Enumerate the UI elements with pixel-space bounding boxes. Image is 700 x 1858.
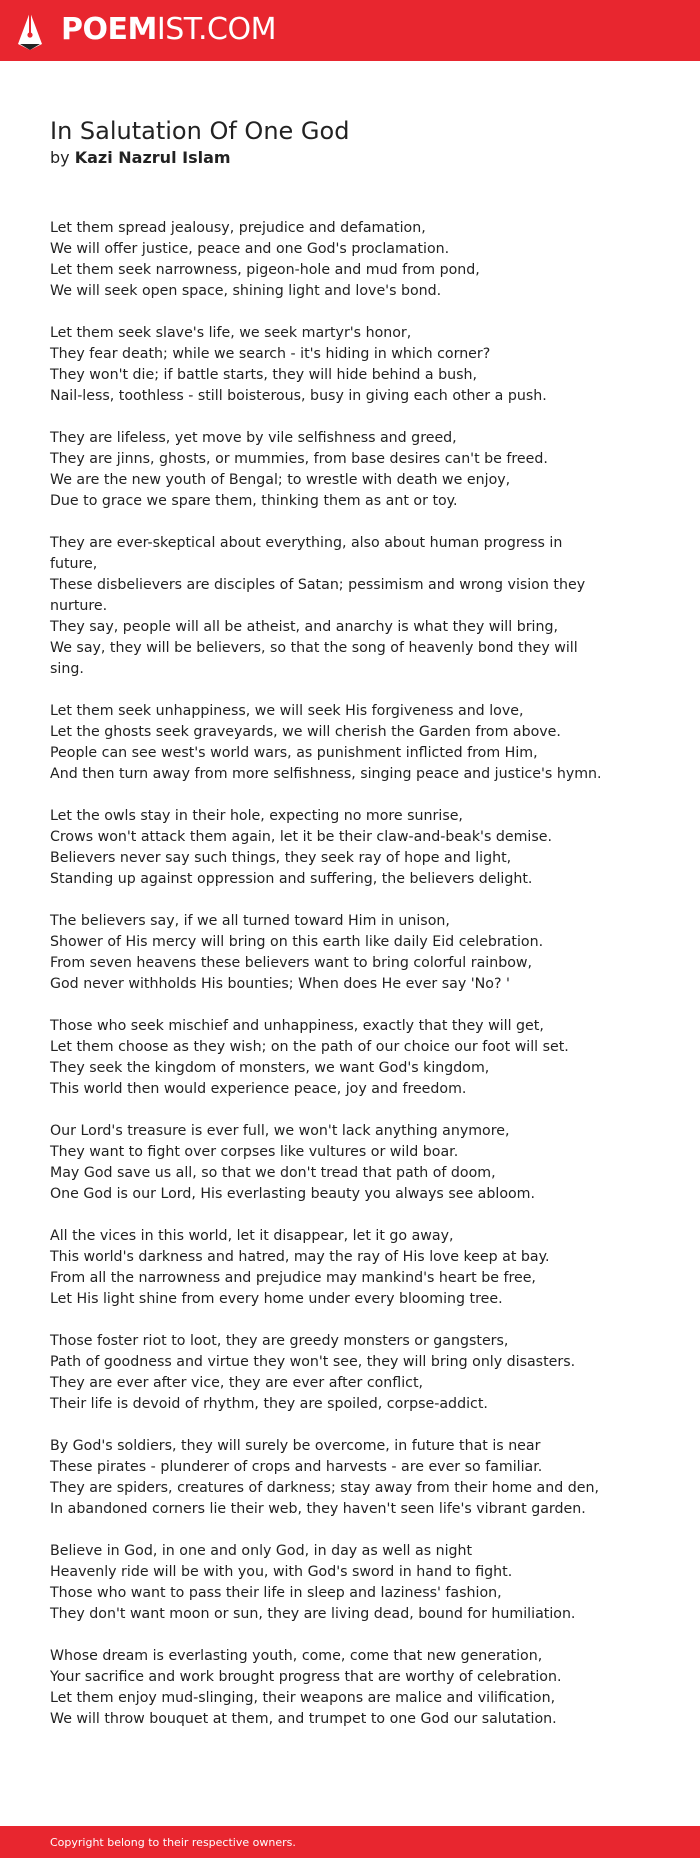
poem-line: They are ever-skeptical about everything, also about human progress in future,: [50, 535, 563, 572]
poem-title: In Salutation Of One God: [50, 117, 350, 145]
poem-line: They don't want moon or sun, they are living dead, bound for humiliation.: [50, 1606, 576, 1622]
poem-line: By God's soldiers, they will surely be overcome, in future that is near: [50, 1438, 541, 1454]
poem-stanza: [50, 218, 610, 302]
poem-line: We will seek open space, shining light and love's bond.: [50, 283, 442, 299]
poem-line: Due to grace we spare them, thinking them as ant or toy.: [50, 493, 458, 509]
poem-line: May God save us all, so that we don't tread that path of doom,: [50, 1165, 496, 1181]
poem-line: Those who seek mischief and unhappiness, exactly that they will get,: [50, 1018, 544, 1034]
poem-stanza: [50, 323, 610, 407]
poem-line: And then turn away from more selfishness, singing peace and justice's hymn.: [50, 766, 602, 782]
poem-line: Let them seek unhappiness, we will seek His forgiveness and love,: [50, 703, 524, 719]
poem-line: Their life is devoid of rhythm, they are spoiled, corpse-addict.: [50, 1396, 488, 1412]
poem-line: They seek the kingdom of monsters, we want God's kingdom,: [50, 1060, 490, 1076]
poem-line: They won't die; if battle starts, they will hide behind a bush,: [50, 367, 477, 383]
poem-line: Those foster riot to loot, they are greedy monsters or gangsters,: [50, 1333, 509, 1349]
poem-line: We are the new youth of Bengal; to wrestle with death we enjoy,: [50, 472, 511, 488]
logo-light-text: IST.COM: [156, 12, 276, 47]
poem-line: They want to fight over corpses like vultures or wild boar.: [50, 1144, 459, 1160]
poem-line: God never withholds His bounties; When does He ever say 'No? ': [50, 976, 510, 992]
poem-line: Let the owls stay in their hole, expecting no more sunrise,: [50, 808, 463, 824]
poem-line: Believers never say such things, they seek ray of hope and light,: [50, 850, 512, 866]
poem-line: These disbelievers are disciples of Satan; pessimism and wrong vision they nurture.: [50, 577, 586, 614]
poem-line: Let them seek slave's life, we seek martyr's honor,: [50, 325, 412, 341]
poem-stanza: [50, 1541, 610, 1625]
poem-stanza: [50, 533, 610, 680]
poem-line: They are ever after vice, they are ever after conflict,: [50, 1375, 424, 1391]
poem-line: From seven heavens these believers want to bring colorful rainbow,: [50, 955, 532, 971]
poem-line: Our Lord's treasure is ever full, we won't lack anything anymore,: [50, 1123, 510, 1139]
poem-stanza: [50, 1226, 610, 1310]
copyright-notice: Copyright belong to their respective owners.: [50, 1836, 296, 1849]
poem-stanza: [50, 806, 610, 890]
pen-nib-icon[interactable]: [16, 10, 44, 52]
poem-line: We will offer justice, peace and one God's proclamation.: [50, 241, 450, 257]
poem-line: They are spiders, creatures of darkness; stay away from their home and den,: [50, 1480, 599, 1496]
poem-line: One God is our Lord, His everlasting beauty you always see abloom.: [50, 1186, 536, 1202]
site-header: [0, 0, 700, 61]
poem-line: The believers say, if we all turned toward Him in unison,: [50, 913, 450, 929]
site-footer: [0, 1826, 700, 1858]
poem-stanza: [50, 1436, 610, 1520]
poem-stanza: [50, 701, 610, 785]
poem-line: Let them choose as they wish; on the path of our choice our foot will set.: [50, 1039, 569, 1055]
poem-line: Path of goodness and virtue they won't see, they will bring only disasters.: [50, 1354, 576, 1370]
poem-line: Standing up against oppression and suffering, the believers delight.: [50, 871, 533, 887]
poem-stanza: [50, 1016, 610, 1100]
poem-stanza: [50, 1331, 610, 1415]
poem-line: This world's darkness and hatred, may the ray of His love keep at bay.: [50, 1249, 550, 1265]
poem-line: In abandoned corners lie their web, they haven't seen life's vibrant garden.: [50, 1501, 586, 1517]
poem-line: Your sacrifice and work brought progress that are worthy of celebration.: [50, 1669, 562, 1685]
poem-line: Nail-less, toothless - still boisterous, busy in giving each other a push.: [50, 388, 547, 404]
poem-line: We say, they will be believers, so that the song of heavenly bond they will sing.: [50, 640, 578, 677]
poem-body: [50, 218, 610, 1751]
poem-line: Let His light shine from every home under every blooming tree.: [50, 1291, 503, 1307]
poem-line: We will throw bouquet at them, and trumpet to one God our salutation.: [50, 1711, 557, 1727]
poem-line: They are jinns, ghosts, or mummies, from base desires can't be freed.: [50, 451, 548, 467]
poem-line: Let the ghosts seek graveyards, we will cherish the Garden from above.: [50, 724, 561, 740]
poem-line: They say, people will all be atheist, and anarchy is what they will bring,: [50, 619, 558, 635]
poem-line: This world then would experience peace, joy and freedom.: [50, 1081, 467, 1097]
site-logo[interactable]: [61, 12, 276, 48]
poem-line: Heavenly ride will be with you, with God's sword in hand to fight.: [50, 1564, 513, 1580]
logo-bold-text: POEM: [61, 12, 157, 47]
poem-stanza: [50, 428, 610, 512]
poem-line: They are lifeless, yet move by vile selfishness and greed,: [50, 430, 457, 446]
poem-line: Those who want to pass their life in sleep and laziness' fashion,: [50, 1585, 502, 1601]
poem-line: They fear death; while we search - it's hiding in which corner?: [50, 346, 491, 362]
poem-line: Let them enjoy mud-slinging, their weapons are malice and vilification,: [50, 1690, 556, 1706]
by-label: by: [50, 148, 70, 167]
byline: [50, 146, 231, 170]
poem-line: Let them spread jealousy, prejudice and defamation,: [50, 220, 426, 236]
poem-stanza: [50, 911, 610, 995]
poem-line: All the vices in this world, let it disappear, let it go away,: [50, 1228, 454, 1244]
poem-line: Whose dream is everlasting youth, come, come that new generation,: [50, 1648, 543, 1664]
poem-stanza: [50, 1121, 610, 1205]
poem-line: Shower of His mercy will bring on this earth like daily Eid celebration.: [50, 934, 544, 950]
poem-line: These pirates - plunderer of crops and harvests - are ever so familiar.: [50, 1459, 543, 1475]
poem-line: Let them seek narrowness, pigeon-hole and mud from pond,: [50, 262, 480, 278]
author-name[interactable]: Kazi Nazrul Islam: [74, 148, 231, 167]
poem-stanza: [50, 1646, 610, 1730]
poem-line: From all the narrowness and prejudice may mankind's heart be free,: [50, 1270, 536, 1286]
poem-line: Believe in God, in one and only God, in day as well as night: [50, 1543, 473, 1559]
poem-line: People can see west's world wars, as punishment inflicted from Him,: [50, 745, 538, 761]
poem-line: Crows won't attack them again, let it be their claw-and-beak's demise.: [50, 829, 552, 845]
